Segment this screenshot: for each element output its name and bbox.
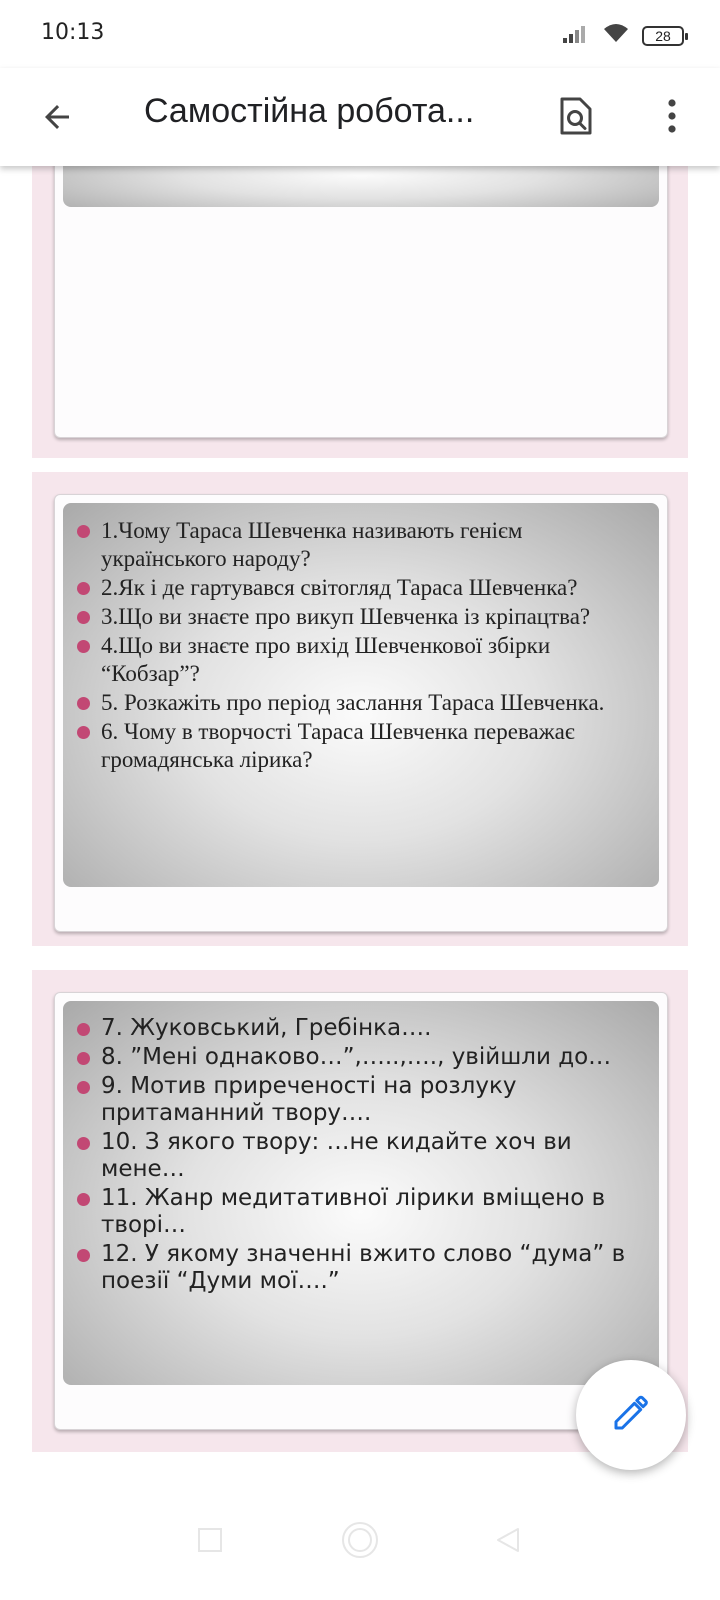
slide-1-panel	[63, 166, 659, 207]
question-item: 1.Чому Тараса Шевченка називають генієм українського народу?	[63, 517, 653, 573]
bullet-icon	[77, 697, 90, 710]
status-bar	[0, 0, 720, 68]
bullet-icon	[77, 1052, 90, 1065]
question-item: 11. Жанр медитативної лірики вміщено в творі…	[63, 1185, 653, 1239]
document-title: Самостійна робота...	[144, 92, 475, 130]
back-icon[interactable]	[488, 1520, 528, 1560]
question-item: 3.Що ви знаєте про викуп Шевченка із кріпацтва?	[63, 603, 653, 631]
bullet-icon	[77, 726, 90, 739]
bullet-icon	[77, 582, 90, 595]
question-item: 6. Чому в творчості Тараса Шевченка переважає громадянська лірика?	[63, 718, 653, 774]
slide-2	[54, 494, 668, 932]
bullet-icon	[77, 640, 90, 653]
battery-level: 28	[655, 27, 671, 44]
question-item: 7. Жуковський, Гребінка….	[63, 1015, 653, 1042]
question-list-1	[63, 517, 653, 775]
status-time: 10:13	[41, 20, 105, 45]
bullet-icon	[77, 1081, 90, 1094]
slide-3-panel	[63, 1001, 659, 1385]
search-document-icon[interactable]	[548, 88, 604, 144]
navigation-bar	[0, 1486, 720, 1600]
slide-2-panel	[63, 503, 659, 887]
bullet-icon	[77, 1249, 90, 1262]
bullet-icon	[77, 525, 90, 538]
question-item: 12. У якому значенні вжито слово “дума” в поезії “Думи мої….”	[63, 1241, 653, 1295]
bullet-icon	[77, 1137, 90, 1150]
question-item: 2.Як і де гартувався світогляд Тараса Шевченка?	[63, 574, 653, 602]
status-icons	[562, 22, 684, 49]
slide-3	[54, 992, 668, 1430]
signal-icon	[562, 23, 590, 48]
edit-pencil-icon	[611, 1393, 651, 1438]
question-list-2	[63, 1015, 653, 1297]
bullet-icon	[77, 611, 90, 624]
page-1	[32, 166, 688, 458]
edit-fab-button[interactable]	[576, 1360, 686, 1470]
question-item: 10. З якого твору: …не кидайте хоч ви мене…	[63, 1129, 653, 1183]
question-item: 5. Розкажіть про період заслання Тараса Шевченка.	[63, 689, 653, 717]
wifi-icon	[602, 22, 630, 49]
more-vert-icon[interactable]	[648, 88, 696, 144]
question-item: 8. ”Мені однаково…”,…..,…., увійшли до…	[63, 1044, 653, 1071]
app-bar	[0, 68, 720, 166]
bullet-icon	[77, 1193, 90, 1206]
back-arrow-icon[interactable]	[30, 90, 84, 144]
slide-1	[54, 166, 668, 438]
document-viewer[interactable]	[0, 166, 720, 1486]
home-icon[interactable]	[340, 1520, 380, 1560]
bullet-icon	[77, 1023, 90, 1036]
battery-icon	[642, 26, 684, 46]
recent-apps-icon[interactable]	[190, 1520, 230, 1560]
page-2	[32, 472, 688, 946]
question-item: 4.Що ви знаєте про вихід Шевченкової збірки “Кобзар”?	[63, 632, 653, 688]
question-item: 9. Мотив приреченості на розлуку притаманний твору….	[63, 1073, 653, 1127]
